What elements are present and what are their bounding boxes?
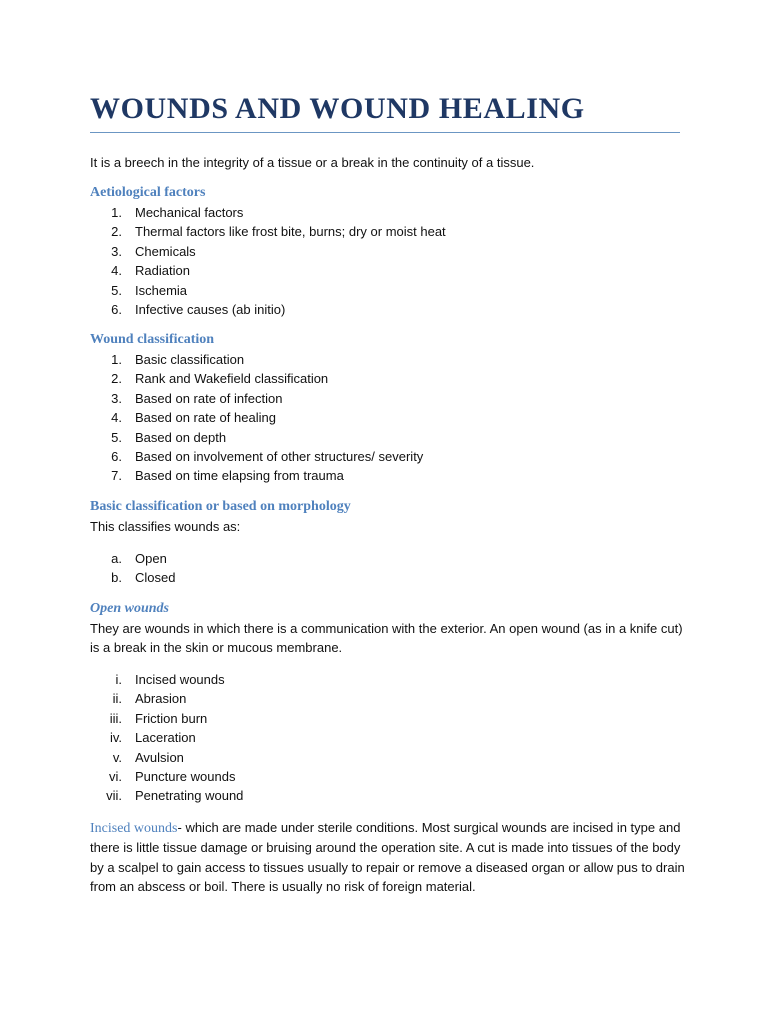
list-item	[90, 709, 690, 728]
incised-wounds-paragraph	[90, 818, 690, 897]
title-underline	[90, 132, 680, 133]
list-number: 1.	[111, 205, 122, 220]
list-number: 6.	[111, 448, 122, 464]
list-number: vi.	[109, 768, 122, 784]
list-number: v.	[112, 749, 122, 765]
list-text: Ischemia	[135, 282, 188, 298]
open-wounds-list	[90, 670, 690, 806]
list-text: Based on depth	[135, 429, 227, 445]
list-number: 2.	[111, 371, 122, 387]
list-text: Based on involvement of other structures/ severity	[135, 448, 424, 464]
list-text: Abrasion	[135, 691, 187, 707]
basic-classification-text: This classifies wounds as:	[90, 519, 241, 534]
list-text: Based on time elapsing from trauma	[135, 468, 344, 484]
list-number: 5.	[111, 282, 122, 298]
list-item	[90, 203, 690, 222]
list-item	[90, 767, 690, 786]
list-item	[90, 748, 690, 767]
list-item	[90, 549, 690, 568]
list-item	[90, 786, 690, 805]
list-item	[90, 568, 690, 587]
list-text: Open	[135, 551, 167, 566]
list-number: ii.	[112, 691, 122, 707]
list-text: Infective causes (ab initio)	[135, 301, 286, 317]
list-item	[90, 689, 690, 708]
list-item	[90, 300, 690, 319]
list-item	[90, 408, 690, 427]
classification-heading: Wound classification	[90, 332, 215, 347]
list-item	[90, 670, 690, 689]
list-text: Avulsion	[135, 749, 184, 765]
aetiology-heading: Aetiological factors	[90, 185, 206, 200]
list-number: 4.	[111, 410, 122, 426]
list-number: 2.	[111, 224, 122, 240]
list-number: iii.	[109, 710, 122, 726]
list-number: 5.	[111, 429, 122, 445]
list-number: vii.	[106, 788, 122, 804]
list-text: Based on rate of healing	[135, 410, 276, 426]
incised-wounds-text: - which are made under sterile conditions. Most surgical wounds are incised in type and there is little tissue damage or bruising around the operation site. A cut is made into tissues of the body by a scalpel to gain access to tissues usually to repair or remove a diseased organ or allow pus to drain from an abscess or boil. There is usually no risk of foreign material.	[90, 820, 685, 895]
list-item	[90, 466, 690, 485]
list-item	[90, 242, 690, 261]
list-number: 7.	[111, 468, 122, 484]
list-number: iv.	[109, 730, 122, 746]
list-text: Rank and Wakefield classification	[135, 371, 329, 387]
basic-classification-list	[90, 549, 690, 588]
list-item	[90, 261, 690, 280]
list-text: Puncture wounds	[135, 768, 236, 784]
list-text: Closed	[135, 570, 176, 586]
list-item	[90, 350, 690, 369]
list-number: 3.	[111, 390, 122, 406]
intro-paragraph: It is a breech in the integrity of a tissue or a break in the continuity of a tissue.	[90, 155, 535, 170]
aetiology-list	[90, 203, 690, 319]
list-text: Laceration	[135, 730, 196, 746]
list-text: Incised wounds	[135, 672, 225, 687]
open-wounds-heading: Open wounds	[90, 601, 169, 616]
list-text: Penetrating wound	[135, 788, 244, 804]
list-number: 4.	[111, 263, 122, 279]
list-item	[90, 447, 690, 466]
list-item	[90, 369, 690, 388]
list-number: a.	[111, 551, 122, 566]
list-item	[90, 389, 690, 408]
classification-list	[90, 350, 690, 486]
list-item	[90, 728, 690, 747]
page-title: WOUNDS AND WOUND HEALING	[90, 92, 585, 125]
list-item	[90, 428, 690, 447]
list-number: b.	[111, 570, 122, 586]
incised-wounds-heading: Incised wounds	[90, 821, 178, 836]
list-text: Radiation	[135, 263, 190, 279]
list-text: Chemicals	[135, 243, 196, 259]
list-text: Based on rate of infection	[135, 390, 283, 406]
list-text: Mechanical factors	[135, 205, 244, 220]
list-number: 6.	[111, 301, 122, 317]
list-text: Friction burn	[135, 710, 208, 726]
list-number: i.	[115, 672, 122, 687]
basic-classification-heading: Basic classification or based on morphology	[90, 499, 351, 514]
list-text: Basic classification	[135, 352, 245, 367]
open-wounds-paragraph: They are wounds in which there is a communication with the exterior. An open wound (as in a knife cut) is a break in the skin or mucous membrane.	[90, 621, 683, 656]
list-item	[90, 222, 690, 241]
list-item	[90, 281, 690, 300]
list-text: Thermal factors like frost bite, burns; dry or moist heat	[135, 224, 446, 240]
list-number: 3.	[111, 243, 122, 259]
list-number: 1.	[111, 352, 122, 367]
